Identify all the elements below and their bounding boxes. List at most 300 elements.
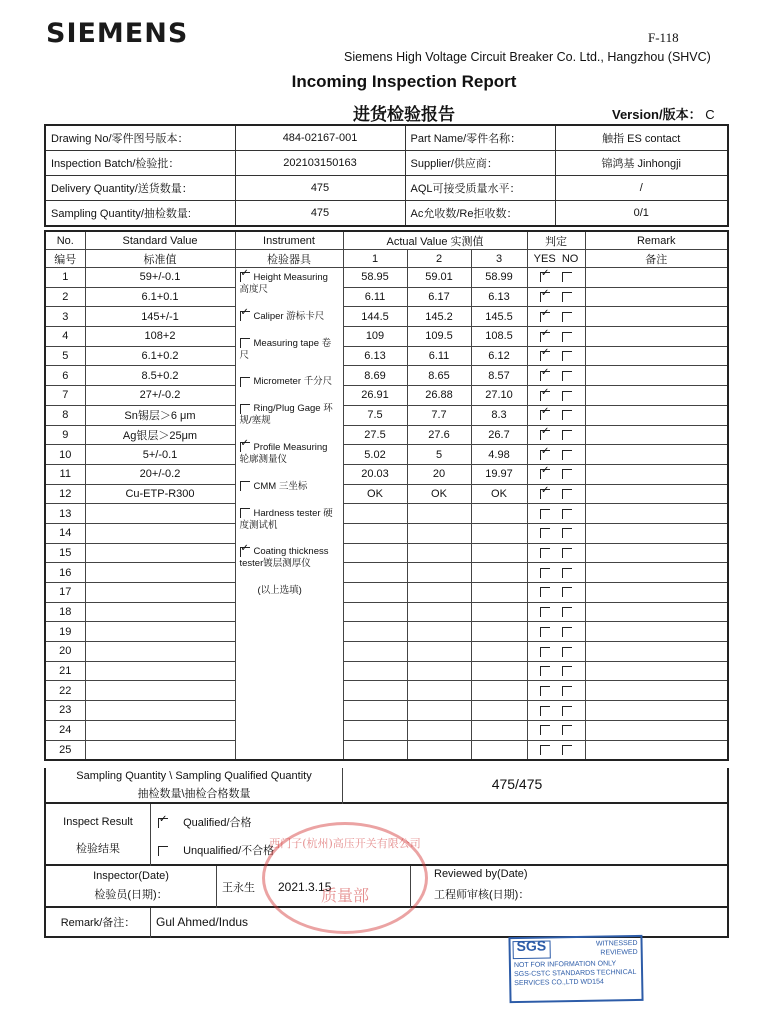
actual-value-1 [343, 504, 407, 524]
actual-value-3: 6.12 [471, 346, 527, 366]
column-header-row [45, 231, 728, 250]
instrument-item [240, 442, 339, 466]
col-actual-1: 1 [343, 250, 407, 268]
standard-value: 20+/-0.2 [85, 464, 235, 484]
sgs-line5: SERVICES CO.,LTD [514, 978, 579, 988]
table-row [45, 307, 728, 327]
instrument-label: Height Measuring 高度尺 [239, 272, 328, 295]
part-value: 触指 ES contact [555, 125, 728, 151]
actual-value-2: 5 [407, 445, 471, 465]
col-instrument: Instrument [235, 231, 343, 250]
sgs-stamp [508, 935, 643, 1003]
actual-value-2: 26.88 [407, 386, 471, 406]
unchecked-checkbox-icon [240, 338, 250, 348]
instrument-item [240, 338, 339, 362]
judgement [527, 268, 585, 288]
instrument-item [240, 585, 339, 597]
table-row [45, 583, 728, 603]
no-checkbox-icon [562, 745, 572, 755]
report-title-en: Incoming Inspection Report [291, 72, 517, 91]
actual-value-3 [471, 622, 527, 642]
unqualified-label: Unqualified/不合格 [183, 845, 275, 857]
row-number: 22 [45, 681, 85, 701]
qualified-label: Qualified/合格 [183, 817, 252, 829]
actual-value-1: 8.69 [343, 366, 407, 386]
actual-value-3: 4.98 [471, 445, 527, 465]
header-row [45, 201, 728, 227]
delivery-label: Delivery Quantity/送货数量： [45, 176, 235, 201]
row-number: 18 [45, 602, 85, 622]
unchecked-checkbox-icon [240, 377, 250, 387]
unqualified-option [158, 842, 274, 858]
yes-checkbox-icon [540, 332, 550, 342]
yes-checkbox-icon [540, 627, 550, 637]
unchecked-checkbox-icon [240, 481, 250, 491]
standard-value [85, 602, 235, 622]
judgement [527, 464, 585, 484]
sampling-label: Sampling Quantity/抽检数量: [45, 201, 235, 227]
no-checkbox-icon [562, 686, 572, 696]
actual-value-3: 145.5 [471, 307, 527, 327]
no-checkbox-icon [562, 450, 572, 460]
standard-value [85, 622, 235, 642]
actual-value-2: 145.2 [407, 307, 471, 327]
inspector-name: 王永生 [222, 882, 255, 894]
actual-value-1: 58.95 [343, 268, 407, 288]
instrument-label: Ring/Plug Gage 环规/塞规 [239, 403, 333, 427]
standard-value [85, 523, 235, 543]
judgement [527, 425, 585, 445]
table-row [45, 681, 728, 701]
actual-value-2: 8.65 [407, 366, 471, 386]
standard-value [85, 720, 235, 740]
remark-cell [585, 425, 728, 445]
reviewer-label-cn: 工程师审核(日期)： [434, 889, 530, 901]
row-number: 2 [45, 287, 85, 307]
sampling-value: 475 [235, 201, 405, 227]
table-row [45, 484, 728, 504]
actual-value-3 [471, 602, 527, 622]
no-checkbox-icon [562, 587, 572, 597]
actual-value-3 [471, 681, 527, 701]
table-row [45, 504, 728, 524]
remark-row [44, 908, 729, 938]
checked-checkbox-icon [240, 311, 250, 321]
judgement [527, 386, 585, 406]
sgs-line3: NOT FOR INFORMATION ONLY [513, 960, 617, 970]
no-checkbox-icon [562, 272, 572, 282]
divider [410, 866, 412, 908]
actual-value-3 [471, 523, 527, 543]
ac-value: 0/1 [555, 201, 728, 227]
remark-cell [585, 523, 728, 543]
table-row [45, 327, 728, 347]
yes-checkbox-icon [540, 568, 550, 578]
actual-value-2 [407, 720, 471, 740]
actual-value-3 [471, 740, 527, 760]
remark-cell [585, 464, 728, 484]
actual-value-3 [471, 661, 527, 681]
inspector-label-cn: 检验员(日期)： [94, 889, 168, 901]
actual-value-1: 6.11 [343, 287, 407, 307]
header-row [45, 125, 728, 151]
no-checkbox-icon [562, 568, 572, 578]
judgement [527, 681, 585, 701]
remark-cell [585, 622, 728, 642]
col-instrument-cn: 检验器具 [235, 250, 343, 268]
reviewer-label-en: Reviewed by(Date) [434, 868, 528, 880]
judgement [527, 504, 585, 524]
actual-value-3: 19.97 [471, 464, 527, 484]
actual-value-3: 8.3 [471, 405, 527, 425]
company-name: Siemens High Voltage Circuit Breaker Co. Ltd., Hangzhou (SHVC) [344, 50, 711, 64]
instrument-item [240, 272, 339, 296]
standard-value: 6.1+0.2 [85, 346, 235, 366]
yes-checkbox-icon [540, 391, 550, 401]
judgement [527, 366, 585, 386]
form-number: F-118 [648, 30, 679, 45]
batch-value: 202103150163 [235, 151, 405, 176]
actual-value-1 [343, 661, 407, 681]
actual-value-1 [343, 720, 407, 740]
standard-value: 145+/-1 [85, 307, 235, 327]
inspect-result-label [46, 804, 151, 866]
col-remark-cn: 备注 [585, 250, 728, 268]
actual-value-2 [407, 504, 471, 524]
standard-value [85, 701, 235, 721]
no-checkbox-icon [562, 410, 572, 420]
actual-value-2: 6.11 [407, 346, 471, 366]
row-number: 16 [45, 563, 85, 583]
judgement [527, 346, 585, 366]
row-number: 6 [45, 366, 85, 386]
judgement [527, 701, 585, 721]
actual-value-1 [343, 622, 407, 642]
standard-value: Sn锡层＞6 μm [85, 405, 235, 425]
no-checkbox-icon [562, 706, 572, 716]
actual-value-1 [343, 701, 407, 721]
remark-cell [585, 681, 728, 701]
row-number: 25 [45, 740, 85, 760]
instrument-label: Measuring tape 卷尺 [239, 337, 332, 361]
inspector-row [44, 866, 729, 908]
table-row [45, 543, 728, 563]
standard-value [85, 583, 235, 603]
remark-cell [585, 661, 728, 681]
actual-value-1: OK [343, 484, 407, 504]
judgement [527, 740, 585, 760]
judgement [527, 445, 585, 465]
table-row [45, 661, 728, 681]
remark-cell [585, 327, 728, 347]
judgement [527, 602, 585, 622]
no-checkbox-icon [562, 430, 572, 440]
standard-value: Cu-ETP-R300 [85, 484, 235, 504]
actual-value-2 [407, 543, 471, 563]
yes-checkbox-icon [540, 489, 550, 499]
standard-value: 6.1+0.1 [85, 287, 235, 307]
standard-value [85, 504, 235, 524]
row-number: 13 [45, 504, 85, 524]
row-number: 15 [45, 543, 85, 563]
inspection-table [44, 230, 729, 761]
yes-checkbox-icon [540, 686, 550, 696]
header-row [45, 176, 728, 201]
table-row [45, 563, 728, 583]
instrument-item [240, 508, 339, 532]
remark-cell [585, 386, 728, 406]
yes-checkbox-icon [540, 509, 550, 519]
judgement [527, 523, 585, 543]
row-number: 4 [45, 327, 85, 347]
standard-value [85, 661, 235, 681]
actual-value-3 [471, 563, 527, 583]
table-row [45, 464, 728, 484]
remark-label: Remark/备注： [46, 908, 151, 938]
checked-checkbox-icon [240, 547, 250, 557]
remark-cell [585, 405, 728, 425]
checked-checkbox-icon [240, 442, 250, 452]
batch-label: Inspection Batch/检验批： [45, 151, 235, 176]
actual-value-3 [471, 642, 527, 662]
actual-value-1: 5.02 [343, 445, 407, 465]
no-checkbox-icon [562, 647, 572, 657]
supplier-value: 锦鸿基 Jinhongji [555, 151, 728, 176]
col-actual-2: 2 [407, 250, 471, 268]
actual-value-3 [471, 701, 527, 721]
report-title-cn: 进货检验报告 [353, 105, 455, 125]
no-checkbox-icon [562, 332, 572, 342]
remark-value: Gul Ahmed/Indus [156, 915, 249, 929]
table-row [45, 405, 728, 425]
standard-value [85, 563, 235, 583]
judgement [527, 327, 585, 347]
row-number: 12 [45, 484, 85, 504]
actual-value-1: 26.91 [343, 386, 407, 406]
instrument-label: (以上选填) [257, 585, 302, 597]
actual-value-2: 59.01 [407, 268, 471, 288]
no-checkbox-icon [562, 489, 572, 499]
sgs-logo: SGS [513, 940, 551, 959]
remark-cell [585, 504, 728, 524]
actual-value-2: 109.5 [407, 327, 471, 347]
remark-cell [585, 720, 728, 740]
actual-value-2 [407, 563, 471, 583]
actual-value-3 [471, 504, 527, 524]
actual-value-1: 144.5 [343, 307, 407, 327]
yes-checkbox-icon [540, 351, 550, 361]
judgement [527, 307, 585, 327]
no-checkbox-icon [562, 371, 572, 381]
inspector-date: 2021.3.15 [278, 880, 332, 894]
table-row [45, 346, 728, 366]
row-number: 5 [45, 346, 85, 366]
col-standard-cn: 标准值 [85, 250, 235, 268]
table-row [45, 622, 728, 642]
judgement [527, 563, 585, 583]
judgement [527, 583, 585, 603]
col-standard: Standard Value [85, 231, 235, 250]
standard-value: 108+2 [85, 327, 235, 347]
yes-checkbox-icon [540, 666, 550, 676]
actual-value-1: 20.03 [343, 464, 407, 484]
col-actual-3: 3 [471, 250, 527, 268]
ac-label: Ac允收数/Re拒收数： [405, 201, 555, 227]
actual-value-2 [407, 602, 471, 622]
stamp-top-text: 西门子(杭州)高压开关有限公司 [269, 837, 421, 850]
instrument-label: Profile Measuring 轮廓测量仪 [239, 442, 328, 465]
actual-value-2: OK [407, 484, 471, 504]
remark-cell [585, 484, 728, 504]
version: Version/版本： C [612, 107, 715, 122]
instrument-item [240, 481, 339, 493]
yes-checkbox-icon [540, 587, 550, 597]
standard-value: 27+/-0.2 [85, 386, 235, 406]
yes-checkbox-icon [540, 607, 550, 617]
row-number: 17 [45, 583, 85, 603]
actual-value-3: 26.7 [471, 425, 527, 445]
table-row [45, 602, 728, 622]
row-number: 7 [45, 386, 85, 406]
judgement [527, 405, 585, 425]
row-number: 23 [45, 701, 85, 721]
actual-value-2 [407, 740, 471, 760]
inspector-label [46, 866, 217, 908]
actual-value-1: 109 [343, 327, 407, 347]
no-checkbox-icon [562, 351, 572, 361]
unqualified-checkbox [158, 846, 168, 856]
drawing-value: 484-02167-001 [235, 125, 405, 151]
judgement [527, 543, 585, 563]
remark-cell [585, 740, 728, 760]
actual-value-3: 6.13 [471, 287, 527, 307]
row-number: 8 [45, 405, 85, 425]
yes-checkbox-icon [540, 272, 550, 282]
table-row [45, 701, 728, 721]
yes-checkbox-icon [540, 292, 550, 302]
actual-value-2 [407, 681, 471, 701]
yes-checkbox-icon [540, 450, 550, 460]
aql-label: AQL可接受质量水平： [405, 176, 555, 201]
standard-value: 8.5+0.2 [85, 366, 235, 386]
actual-value-1 [343, 523, 407, 543]
remark-cell [585, 268, 728, 288]
sampling-summary-label [46, 768, 343, 804]
instrument-item [240, 403, 339, 427]
inspector-label-en: Inspector(Date) [93, 870, 169, 882]
inspect-result-cn: 检验结果 [76, 843, 120, 855]
delivery-value: 475 [235, 176, 405, 201]
actual-value-2 [407, 622, 471, 642]
judgement [527, 661, 585, 681]
instrument-label: Caliper 游标卡尺 [253, 310, 325, 322]
judgement [527, 484, 585, 504]
actual-value-3: 27.10 [471, 386, 527, 406]
yes-checkbox-icon [540, 430, 550, 440]
yes-checkbox-icon [540, 469, 550, 479]
row-number: 20 [45, 642, 85, 662]
standard-value: 5+/-0.1 [85, 445, 235, 465]
sgs-line1: WITNESSED [595, 939, 638, 948]
stamp-bottom-text: 质量部 [320, 886, 369, 905]
actual-value-2: 27.6 [407, 425, 471, 445]
table-row [45, 386, 728, 406]
actual-value-1: 7.5 [343, 405, 407, 425]
qualified-checkbox [158, 818, 168, 828]
checked-checkbox-icon [240, 272, 250, 282]
actual-value-1 [343, 583, 407, 603]
standard-value [85, 642, 235, 662]
remark-cell [585, 445, 728, 465]
sampling-summary-en: Sampling Quantity \ Sampling Qualified Quantity [76, 770, 312, 782]
row-number: 11 [45, 464, 85, 484]
actual-value-1 [343, 602, 407, 622]
unchecked-checkbox-icon [240, 404, 250, 414]
instrument-list [235, 268, 343, 761]
aql-value: / [555, 176, 728, 201]
table-row [45, 523, 728, 543]
judgement [527, 622, 585, 642]
actual-value-1 [343, 681, 407, 701]
no-checkbox-icon [562, 666, 572, 676]
row-number: 21 [45, 661, 85, 681]
instrument-label: Hardness tester 硬度测试机 [239, 507, 333, 531]
col-yes-no: YES NO [527, 250, 585, 268]
no-checkbox-icon [562, 607, 572, 617]
row-number: 9 [45, 425, 85, 445]
row-number: 3 [45, 307, 85, 327]
actual-value-1: 6.13 [343, 346, 407, 366]
no-checkbox-icon [562, 312, 572, 322]
judgement [527, 642, 585, 662]
qualified-option [158, 814, 252, 830]
col-remark: Remark [585, 231, 728, 250]
part-label: Part Name/零件名称： [405, 125, 555, 151]
standard-value: 59+/-0.1 [85, 268, 235, 288]
table-row [45, 425, 728, 445]
yes-checkbox-icon [540, 548, 550, 558]
col-judge: 判定 [527, 231, 585, 250]
unchecked-checkbox-icon [240, 508, 250, 518]
header-table [44, 124, 729, 227]
row-number: 10 [45, 445, 85, 465]
remark-cell [585, 583, 728, 603]
remark-cell [585, 366, 728, 386]
inspect-result-row [44, 804, 729, 866]
actual-value-2: 20 [407, 464, 471, 484]
standard-value: Ag银层＞25μm [85, 425, 235, 445]
col-actual: Actual Value 实测值 [343, 231, 527, 250]
table-row [45, 740, 728, 760]
judgement [527, 720, 585, 740]
column-header-row-cn [45, 250, 728, 268]
yes-checkbox-icon [540, 725, 550, 735]
instrument-item [240, 376, 339, 388]
no-checkbox-icon [562, 509, 572, 519]
instrument-label: Micrometer 千分尺 [253, 376, 333, 388]
header-row [45, 151, 728, 176]
yes-checkbox-icon [540, 528, 550, 538]
actual-value-2 [407, 642, 471, 662]
yes-checkbox-icon [540, 647, 550, 657]
actual-value-3: 8.57 [471, 366, 527, 386]
no-checkbox-icon [562, 292, 572, 302]
sampling-summary-value: 475/475 [491, 776, 543, 792]
instrument-item [240, 546, 339, 570]
remark-cell [585, 543, 728, 563]
instrument-label: CMM 三坐标 [253, 480, 308, 492]
actual-value-2 [407, 701, 471, 721]
